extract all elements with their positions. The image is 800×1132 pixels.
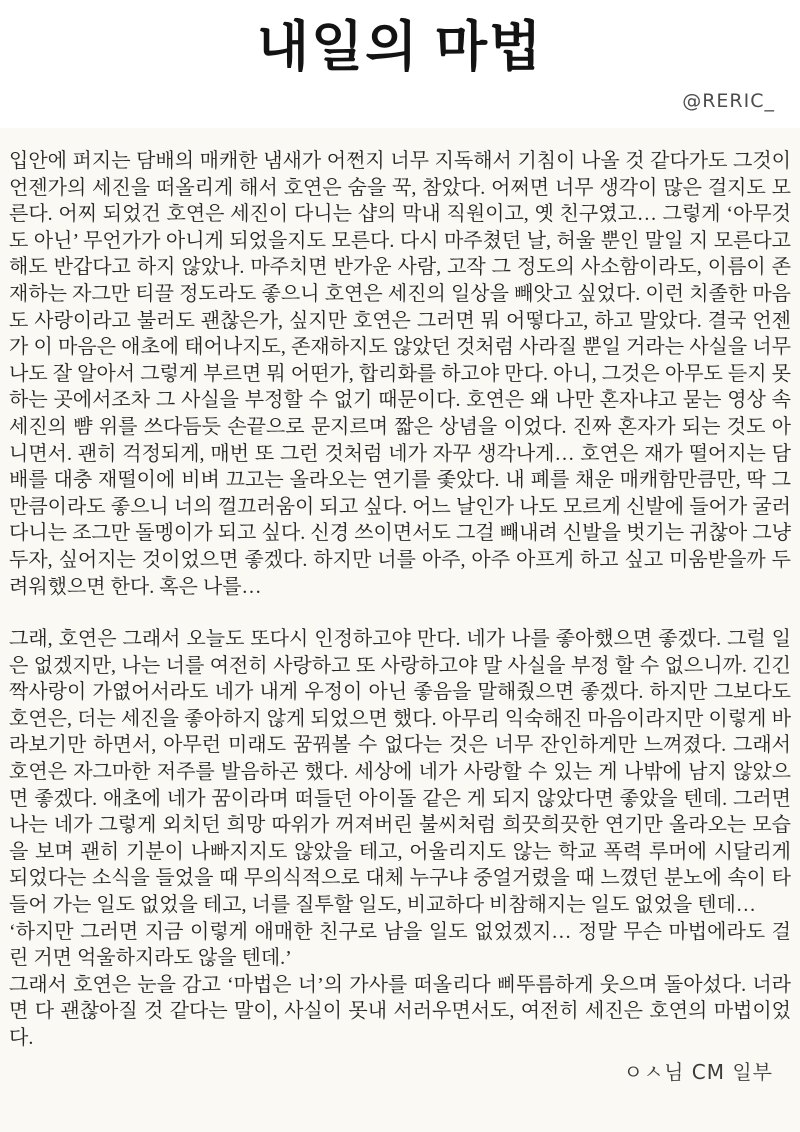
story-paragraph-2: 그래, 호연은 그래서 오늘도 또다시 인정하고야 만다. 네가 나를 좋아했으면 좋겠다. 그럴 일은 없겠지만, 나는 너를 여전히 사랑하고 또 사랑하고야 말 사실을 부정 할 수 없으니까. 긴긴 짝사랑이 가엾어서라도 네가 내게 우정이 아닌 좋음을 말해줬으면 좋겠다. 하지만 그보다도 호연은, 더는 세진을 좋아하지 않게 되었으면 했다. 아무리 익숙해진 마음이라지만 이렇게 바라보기만 하면서, 아무런 미래도 꿈꿔볼 수 없다는 것은 너무 잔인하게만 느껴졌다. 그래서 호연은 자그마한 저주를 발음하곤 했다. 세상에 네가 사랑할 수 있는 게 나밖에 남지 않았으면 좋겠다. 애초에 네가 꿈이라며 떠들던 아이돌 같은 게 되지 않았다면 좋았을 텐데. 그러면 나는 네가 그렇게 외치던 희망 따위가 꺼져버린 불씨처럼 희끗희끗한 연기만 올라오는 모습을 보며 괜히 기분이 나빠지지도 않았을 테고, 어울리지도 않는 학교 폭력 루머에 시달리게 되었다는 소식을 들었을 때 무의식적으로 대체 누구냐 중얼거렸을 때 느꼈던 분노에 속이 타들어 가는 일도 없었을 테고, 너를 질투할 일도, 비교하다 비참해지는 일도 없었을 텐데… — [9, 628, 791, 917]
header — [0, 0, 800, 128]
story-text-panel — [0, 128, 800, 1132]
story-paragraph-4: 그래서 호연은 눈을 감고 ‘마법은 너’의 가사를 떠올리다 삐뚜름하게 웃으며 돌아섰다. 너라면 다 괜찮아질 것 같다는 말이, 사실이 못내 서러우면서도, 여전히 세진은 호연의 마법이었다. — [9, 973, 791, 1049]
footer-note: ㅇㅅ님 CM 일부 — [623, 1059, 773, 1084]
author-handle: @RERIC_ — [682, 90, 775, 112]
story-paragraph-3: ‘하지만 그러면 지금 이렇게 애매한 친구로 남을 일도 없었겠지… 정말 무슨 마법에라도 걸린 거면 억울하지라도 않을 텐데.’ — [9, 920, 791, 970]
story-paragraph-1: 입안에 퍼지는 담배의 매캐한 냄새가 어쩐지 너무 지독해서 기침이 나올 것 같다가도 그것이 언젠가의 세진을 떠올리게 해서 호연은 숨을 꾹, 참았다. 어쩌면 너무 생각이 많은 걸지도 모른다. 어찌 되었건 호연은 세진이 다니는 샵의 막내 직원이고, 옛 친구였고… 그렇게 ‘아무것도 아닌’ 무언가가 아니게 되었을지도 모른다. 다시 마주쳤던 날, 허울 뿐인 말일 지 모른다고 해도 반갑다고 하지 않았나. 마주치면 반가운 사람, 고작 그 정도의 사소함이라도, 이름이 존재하는 자그만 티끌 정도라도 좋으니 호연은 세진의 일상을 빼앗고 싶었다. 이런 치졸한 마음도 사랑이라고 불러도 괜찮은가, 싶지만 호연은 그러면 뭐 어떻다고, 하고 말았다. 결국 언젠가 이 마음은 애초에 태어나지도, 존재하지도 않았던 것처럼 사라질 뿐일 거라는 사실을 너무나도 잘 알아서 그렇게 부르면 뭐 어떤가, 합리화를 하고야 만다. 아니, 그것은 아무도 듣지 못하는 곳에서조차 그 사실을 부정할 수 없기 때문이다. 호연은 왜 나만 혼자냐고 묻는 영상 속 세진의 뺨 위를 쓰다듬듯 손끝으로 문지르며 짧은 상념을 이었다. 진짜 혼자가 되는 것도 아니면서. 괜히 걱정되게, 매번 또 그런 것처럼 네가 자꾸 생각나게… 호연은 재가 떨어지는 담배를 대충 재떨이에 비벼 끄고는 올라오는 연기를 좇았다. 내 폐를 채운 매캐함만큼만, 딱 그만큼이라도 좋으니 너의 껄끄러움이 되고 싶다. 어느 날인가 나도 모르게 신발에 들어가 굴러다니는 조그만 돌멩이가 되고 싶다. 신경 쓰이면서도 그걸 빼내려 신발을 벗기는 귀찮아 그냥 두자, 싶어지는 것이었으면 좋겠다. 하지만 너를 아주, 아주 아프게 하고 싶고 미움받을까 두려워했으면 한다. 혹은 나를… — [9, 150, 791, 598]
page-title: 내일의 마법 — [256, 17, 544, 77]
